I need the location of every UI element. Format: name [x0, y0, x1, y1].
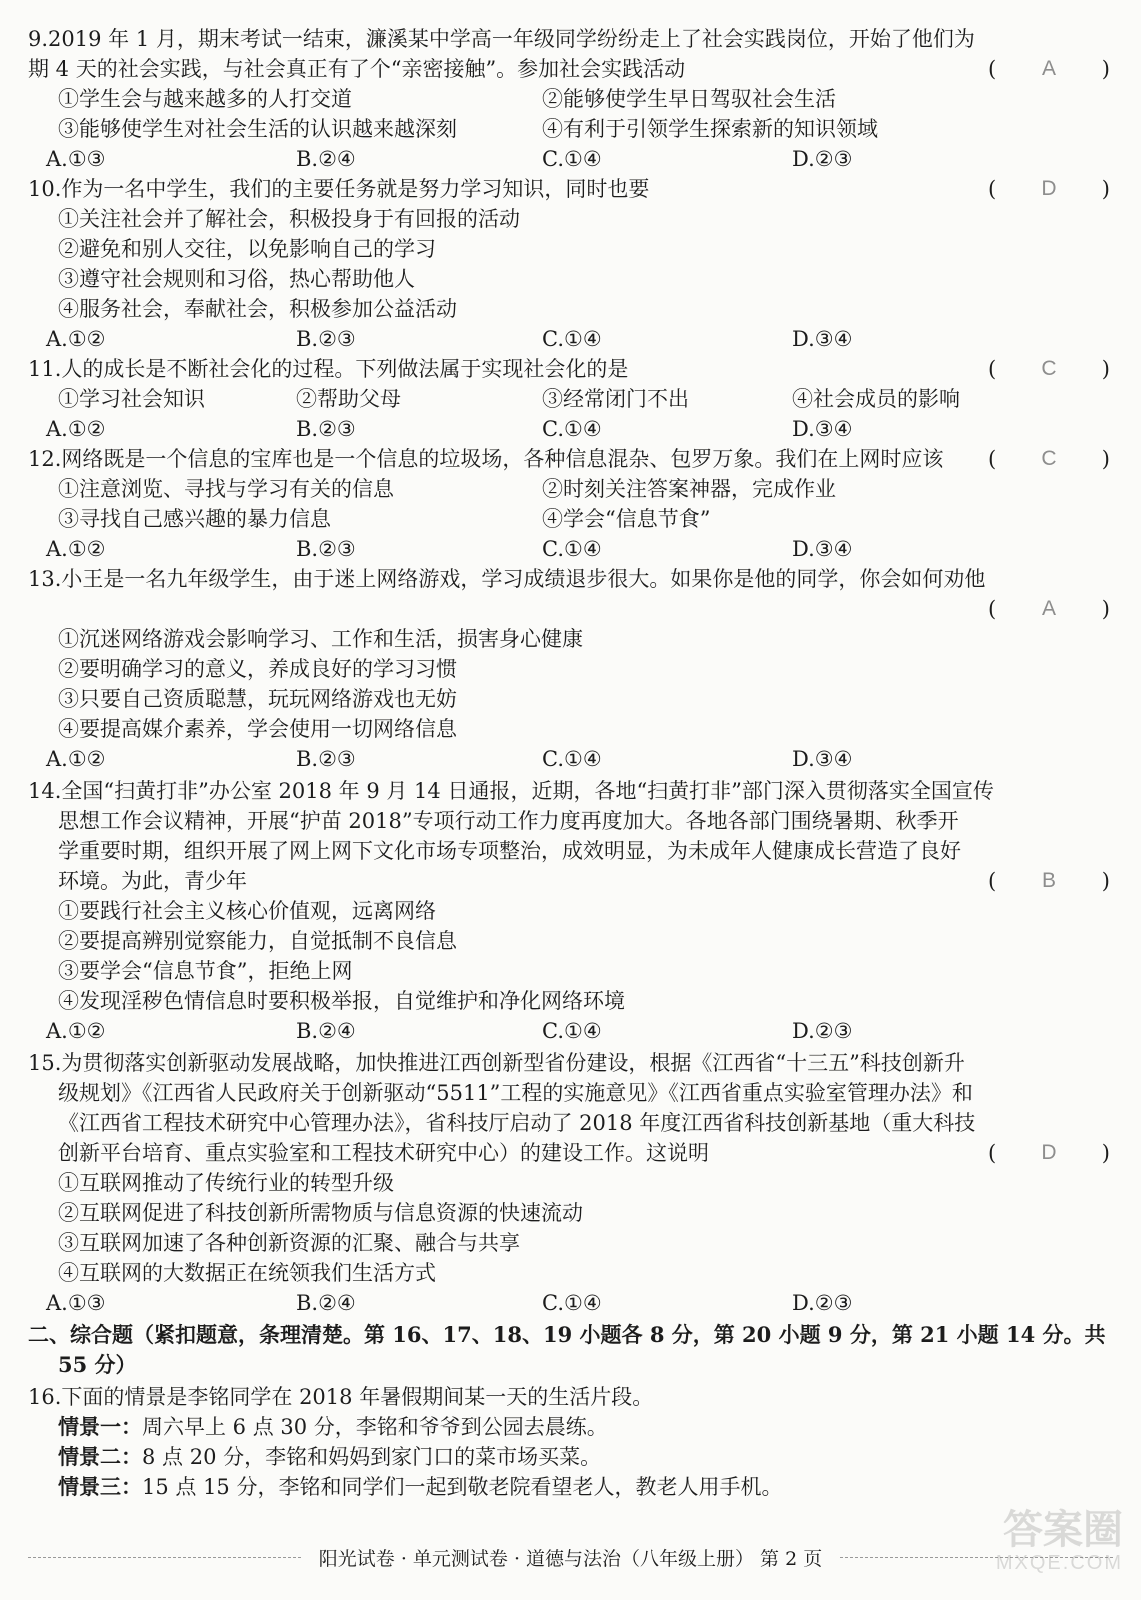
section-2-heading-line-1: 二、综合题（紧扣题意，条理清楚。第 16、17、18、19 小题各 8 分，第 20 小题 9 分，第 21 小题 14 分。共: [28, 1322, 1106, 1347]
q14-statement-2: ②要提高辨别觉察能力，自觉抵制不良信息: [58, 929, 457, 953]
q13-option-d: D.③④: [792, 747, 853, 771]
q12-option-c: C.①④: [542, 537, 602, 561]
q12-answer-bracket: ( C ): [988, 444, 1110, 474]
q14-stem-line-4: 环境。为此，青少年: [58, 869, 247, 893]
q12-stem: 12.网络既是一个信息的宝库也是一个信息的垃圾场，各种信息混杂、包罗万象。我们在上网时应该: [28, 447, 944, 471]
q16-scene-1-label: 情景一：: [58, 1414, 142, 1439]
q12-statement-1: ①注意浏览、寻找与学习有关的信息: [58, 477, 394, 501]
q10-answer: D: [1041, 177, 1057, 200]
q10-statement-2: ②避免和别人交往，以免影响自己的学习: [58, 237, 436, 261]
q15-statement-3: ③互联网加速了各种创新资源的汇聚、融合与共享: [58, 1231, 520, 1255]
q9-stem-line-2: 期 4 天的社会实践，与社会真正有了个“亲密接触”。参加社会实践活动: [28, 57, 686, 81]
q14-option-d: D.②③: [792, 1019, 853, 1043]
q11-statements: [58, 384, 1098, 414]
q14-option-a: A.①②: [46, 1019, 106, 1043]
q15-stem-line-3: 《江西省工程技术研究中心管理办法》，省科技厅启动了 2018 年度江西省科技创新基地（重大科技: [58, 1111, 976, 1135]
watermark-logo: [973, 1508, 1123, 1578]
q14-statement-1: ①要践行社会主义核心价值观，远离网络: [58, 899, 436, 923]
q12-statements-row-2: [58, 504, 1098, 534]
q14-option-c: C.①④: [542, 1019, 602, 1043]
q12-statements-row-1: [58, 474, 1098, 504]
q14-statement-3: ③要学会“信息节食”，拒绝上网: [58, 959, 353, 983]
q9-answer-bracket: ( A ): [988, 54, 1110, 84]
q10-option-a: A.①②: [46, 327, 106, 351]
q9-option-b: B.②④: [296, 147, 356, 171]
q15-stem-line-4: 创新平台培育、重点实验室和工程技术研究中心）的建设工作。这说明: [58, 1141, 709, 1165]
section-2-heading-line-2: 55 分）: [58, 1352, 137, 1377]
q16-scene-2-label: 情景二：: [58, 1444, 142, 1469]
q11-option-a: A.①②: [46, 417, 106, 441]
q9-statement-2: ②能够使学生早日驾驭社会生活: [542, 87, 836, 111]
q12-options: [46, 534, 1086, 564]
q16-scene-2: [58, 1442, 1141, 1472]
q10-option-b: B.②③: [296, 327, 356, 351]
q12-option-d: D.③④: [792, 537, 853, 561]
q16-scene-1-text: 周六早上 6 点 30 分，李铭和爷爷到公园去晨练。: [142, 1415, 608, 1439]
q10-answer-bracket: ( D ): [988, 174, 1110, 204]
q14-answer-bracket: ( B ): [988, 866, 1110, 896]
q11-statement-4: ④社会成员的影响: [792, 387, 960, 411]
q9-statement-3: ③能够使学生对社会生活的认识越来越深刻: [58, 117, 457, 141]
q10-option-c: C.①④: [542, 327, 602, 351]
q11-statement-2: ②帮助父母: [296, 387, 401, 411]
footer-text: 阳光试卷 · 单元测试卷 · 道德与法治（八年级上册） 第 2 页: [318, 1547, 823, 1570]
q16-scene-1: [58, 1412, 1141, 1442]
q10-stem: 10.作为一名中学生，我们的主要任务就是努力学习知识，同时也要: [28, 177, 650, 201]
q12-option-a: A.①②: [46, 537, 106, 561]
q10-statement-1: ①关注社会并了解社会，积极投身于有回报的活动: [58, 207, 520, 231]
q9-statements-row-1: [58, 84, 1098, 114]
q14-stem-line-1: 14.全国“扫黄打非”办公室 2018 年 9 月 14 日通报，近期，各地“扫黄打非”部门深入贯彻落实全国宣传: [28, 779, 994, 803]
q12-statement-3: ③寻找自己感兴趣的暴力信息: [58, 507, 331, 531]
q9-option-a: A.①③: [46, 147, 106, 171]
q10-statement-3: ③遵守社会规则和习俗，热心帮助他人: [58, 267, 415, 291]
q15-option-a: A.①③: [46, 1291, 106, 1315]
q14-answer: B: [1041, 869, 1056, 892]
q9-stem-line-1: 9.2019 年 1 月，期末考试一结束，濂溪某中学高一年级同学纷纷走上了社会实践岗位，开始了他们为: [28, 27, 975, 51]
q10-statement-4: ④服务社会，奉献社会，积极参加公益活动: [58, 297, 457, 321]
q11-stem: 11.人的成长是不断社会化的过程。下列做法属于实现社会化的是: [28, 357, 629, 381]
q13-option-b: B.②③: [296, 747, 356, 771]
q10-options: [46, 324, 1086, 354]
q11-option-d: D.③④: [792, 417, 853, 441]
q14-stem-line-2: 思想工作会议精神，开展“护苗 2018”专项行动工作力度再度加大。各地各部门围绕暑期、秋季开: [58, 809, 959, 833]
q13-options: [46, 744, 1086, 774]
q13-option-c: C.①④: [542, 747, 602, 771]
q9-option-d: D.②③: [792, 147, 853, 171]
q9-statement-1: ①学生会与越来越多的人打交道: [58, 87, 352, 111]
q13-statement-3: ③只要自己资质聪慧，玩玩网络游戏也无妨: [58, 687, 457, 711]
q12-statement-4: ④学会“信息节食”: [542, 507, 711, 531]
q12-option-b: B.②③: [296, 537, 356, 561]
q11-options: [46, 414, 1086, 444]
q15-stem-line-1: 15.为贯彻落实创新驱动发展战略，加快推进江西创新型省份建设，根据《江西省“十三五”科技创新升: [28, 1051, 965, 1075]
q15-option-d: D.②③: [792, 1291, 853, 1315]
q15-option-c: C.①④: [542, 1291, 602, 1315]
q15-answer-bracket: ( D ): [988, 1138, 1110, 1168]
q11-option-c: C.①④: [542, 417, 602, 441]
footer-rule-left: [28, 1557, 301, 1558]
q11-answer-bracket: ( C ): [988, 354, 1110, 384]
q16-stem: 16.下面的情景是李铭同学在 2018 年暑假期间某一天的生活片段。: [28, 1385, 654, 1409]
q13-statement-2: ②要明确学习的意义，养成良好的学习习惯: [58, 657, 457, 681]
q16-scene-3: [58, 1472, 1141, 1502]
q14-stem-line-3: 学重要时期，组织开展了网上网下文化市场专项整治，成效明显，为未成年人健康成长营造了良好: [58, 839, 961, 863]
q9-statement-4: ④有利于引领学生探索新的知识领域: [542, 117, 878, 141]
q11-answer: C: [1041, 357, 1057, 380]
q13-answer: A: [1041, 597, 1056, 620]
q16-scene-3-label: 情景三：: [58, 1474, 142, 1499]
q15-answer: D: [1041, 1141, 1057, 1164]
q12-answer: C: [1041, 447, 1057, 470]
watermark-main: 答案圈: [1003, 1506, 1123, 1553]
q15-stem-line-2: 级规划》《江西省人民政府关于创新驱动“5511”工程的实施意见》《江西省重点实验室管理办法》和: [58, 1081, 973, 1105]
q13-statement-4: ④要提高媒介素养，学会使用一切网络信息: [58, 717, 457, 741]
q16-scene-2-text: 8 点 20 分，李铭和妈妈到家门口的菜市场买菜。: [142, 1445, 602, 1469]
watermark-sub: MXQE.COM: [995, 1552, 1123, 1574]
q11-option-b: B.②③: [296, 417, 356, 441]
q14-options: [46, 1016, 1086, 1046]
q14-statement-4: ④发现淫秽色情信息时要积极举报，自觉维护和净化网络环境: [58, 989, 625, 1013]
q10-option-d: D.③④: [792, 327, 853, 351]
q15-statement-2: ②互联网促进了科技创新所需物质与信息资源的快速流动: [58, 1201, 583, 1225]
q11-statement-3: ③经常闭门不出: [542, 387, 689, 411]
q16-scene-3-text: 15 点 15 分，李铭和同学们一起到敬老院看望老人，教老人用手机。: [142, 1475, 783, 1499]
q15-options: [46, 1288, 1086, 1318]
q15-statement-4: ④互联网的大数据正在统领我们生活方式: [58, 1261, 436, 1285]
q11-statement-1: ①学习社会知识: [58, 387, 205, 411]
q9-answer: A: [1041, 57, 1056, 80]
q9-statements-row-2: [58, 114, 1098, 144]
q13-option-a: A.①②: [46, 747, 106, 771]
q13-statement-1: ①沉迷网络游戏会影响学习、工作和生活，损害身心健康: [58, 627, 583, 651]
q13-stem: 13.小王是一名九年级学生，由于迷上网络游戏，学习成绩退步很大。如果你是他的同学，你会如何劝他: [28, 567, 986, 591]
q13-answer-bracket: ( A ): [988, 594, 1110, 624]
q12-statement-2: ②时刻关注答案神器，完成作业: [542, 477, 836, 501]
q15-statement-1: ①互联网推动了传统行业的转型升级: [58, 1171, 394, 1195]
q15-option-b: B.②④: [296, 1291, 356, 1315]
page-footer: [28, 1542, 1113, 1572]
q14-option-b: B.②④: [296, 1019, 356, 1043]
q9-options: [46, 144, 1086, 174]
q9-option-c: C.①④: [542, 147, 602, 171]
